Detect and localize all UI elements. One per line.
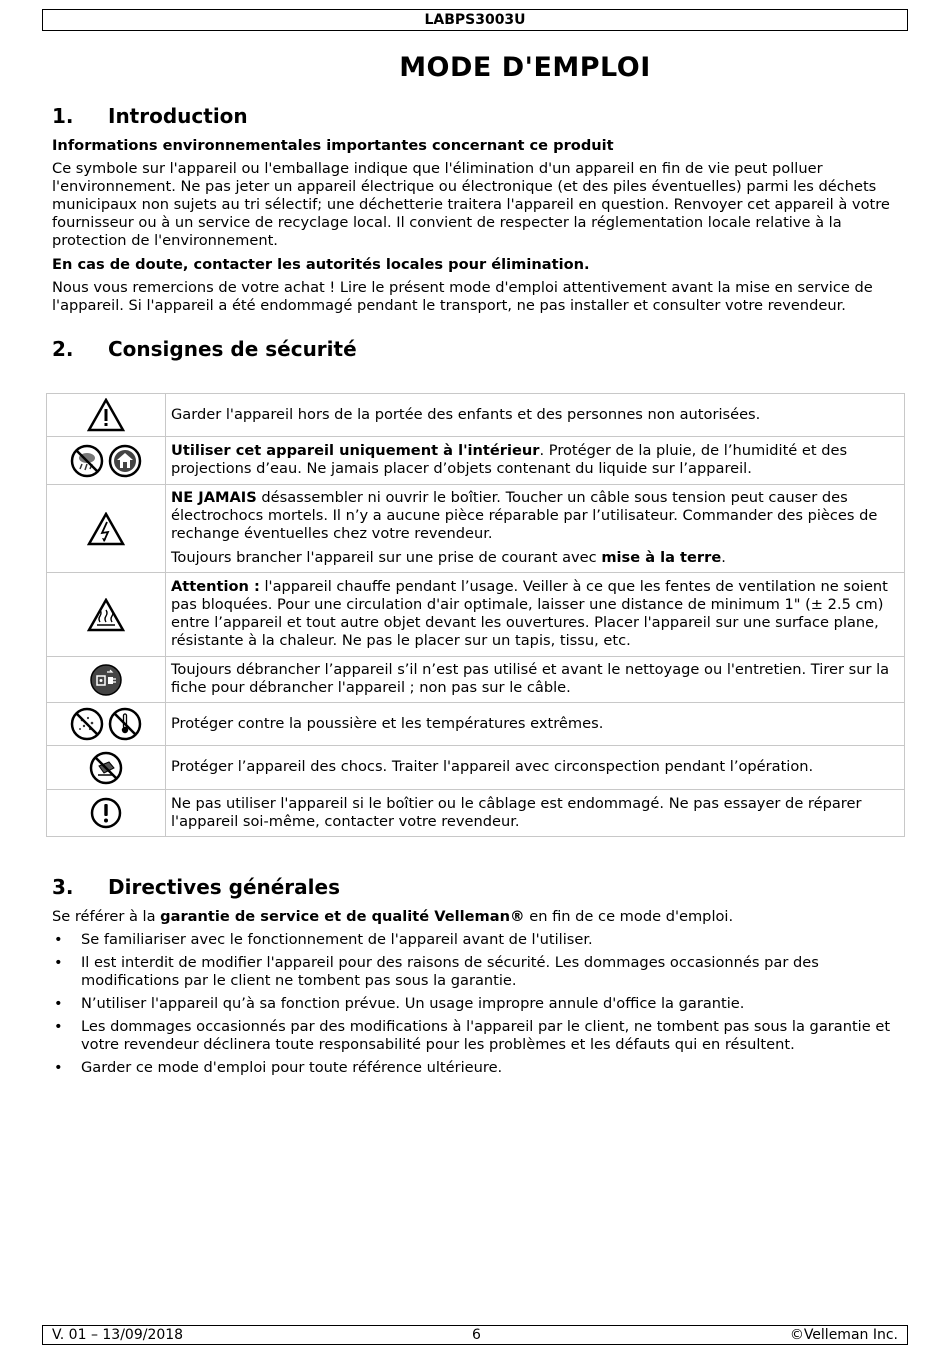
safety-icon-cell [47, 657, 166, 703]
safety-row [47, 790, 905, 837]
safety-icon-cell [47, 437, 166, 485]
no-dust-icon [70, 707, 104, 741]
safety-row [47, 703, 905, 746]
list-item: • Se familiariser avec le fonctionnement de l'appareil avant de l'utiliser. [52, 931, 904, 949]
safety-text-rest: . Protéger de la pluie, de l’humidité et des projections d’eau. Ne jamais placer d’objets contenant du liquide sur l’appareil. [171, 442, 848, 477]
safety-text: Protéger contre la poussière et les températures extrêmes. [171, 714, 604, 732]
safety-text-cell [166, 657, 905, 703]
section-number: 1. [52, 104, 74, 128]
section-1-paragraph-1: Ce symbole sur l'appareil ou l'emballage indique que l'élimination d'un appareil en fin de vie peut polluer l'environnement. Ne pas jeter un appareil électrique ou électronique (et des piles éventuelles) parmi les déchets municipaux non sujets au tri sélectif; une déchetterie traitera l'appareil en question. Renvoyer cet appareil à votre fournisseur ou à un service de recyclage local. Il convient de respecter la réglementation locale relative à la protection de l'environnement. [52, 160, 890, 249]
no-rain-icon [70, 444, 104, 478]
safety-row [47, 485, 905, 573]
section-title: Introduction [108, 104, 248, 128]
unplug-icon [89, 663, 123, 697]
safety-text-extra-pre: Toujours brancher l'appareil sur une prise de courant avec [171, 549, 602, 566]
safety-icon-cell [47, 703, 166, 746]
safety-text [171, 489, 896, 543]
safety-text-cell [166, 746, 905, 790]
footer-version: V. 01 – 13/09/2018 [52, 1327, 184, 1343]
page-footer [42, 1325, 908, 1345]
no-extreme-temperature-icon [108, 707, 142, 741]
safety-text-cell [166, 573, 905, 657]
safety-text: Protéger l’appareil des chocs. Traiter l'appareil avec circonspection pendant l’opération. [171, 758, 814, 775]
list-item: • Garder ce mode d'emploi pour toute référence ultérieure. [52, 1059, 904, 1077]
section-number: 2. [52, 337, 74, 361]
safety-row [47, 573, 905, 657]
intro-bold-text: garantie de service et de qualité Velleman® [160, 908, 525, 925]
safety-icon-cell [47, 394, 166, 437]
document-title: MODE D'EMPLOI [399, 52, 651, 83]
safety-text-rest: désassembler ni ouvrir le boîtier. Toucher un câble sous tension peut causer des électrochocs mortels. Il n’y a aucune pièce réparable par l’utilisateur. Commander des pièces de rechange éventuelles chez votre revendeur. [171, 489, 878, 542]
page-header [42, 9, 908, 31]
list-item: • Il est interdit de modifier l'appareil pour des raisons de sécurité. Les dommages occasionnés par des modifications par le client ne tombent pas sous la garantie. [52, 954, 904, 990]
safety-row [47, 394, 905, 437]
exclamation-circle-icon [89, 796, 123, 830]
electric-shock-icon [87, 512, 125, 546]
safety-text-extra-bold: mise à la terre [601, 549, 722, 566]
safety-text-cell [166, 437, 905, 485]
safety-text: Toujours débrancher l’appareil s’il n’est pas utilisé et avant le nettoyage ou l'entretien. Tirer sur la fiche pour débrancher l'appareil ; non pas sur le câble. [171, 661, 890, 696]
safety-text-cell [166, 394, 905, 437]
safety-text-rest: l'appareil chauffe pendant l’usage. Veiller à ce que les fentes de ventilation ne soient pas bloquées. Pour une circulation d'air optimale, laisser une distance de minimum 1" (± 2.5 cm) entre l’appareil et tout autre objet devant les ouvertures. Placer l'appareil sur une surface plane, résistante à la chaleur. Ne pas le placer sur un tapis, tissu, etc. [171, 578, 888, 649]
section-1-paragraph-2: En cas de doute, contacter les autorités locales pour élimination. [52, 256, 590, 273]
safety-row [47, 657, 905, 703]
safety-row [47, 437, 905, 485]
safety-icon-cell [47, 746, 166, 790]
safety-table [46, 393, 905, 837]
section-title: Consignes de sécurité [108, 337, 357, 361]
safety-text-extra-post: . [721, 549, 726, 566]
model-number: LABPS3003U [424, 12, 526, 28]
intro-text-end: en fin de ce mode d'emploi. [524, 908, 734, 925]
footer-page-number: 6 [472, 1327, 481, 1343]
list-item: • N’utiliser l'appareil qu’à sa fonction prévue. Un usage impropre annule d'office la garantie. [52, 995, 904, 1013]
section-1-subtitle: Informations environnementales importantes concernant ce produit [52, 137, 614, 154]
section-3-heading [52, 875, 340, 899]
safety-row [47, 746, 905, 790]
safety-text-bold: Attention : [171, 578, 260, 595]
hot-surface-icon [87, 598, 125, 632]
section-1-paragraph-3: Nous vous remercions de votre achat ! Lire le présent mode d'emploi attentivement avant la mise en service de l'appareil. Si l'appareil a été endommagé pendant le transport, ne pas installer et consulter votre revendeur. [52, 279, 873, 314]
safety-icon-cell [47, 485, 166, 573]
footer-copyright: ©Velleman Inc. [789, 1327, 898, 1343]
section-1-heading [52, 104, 248, 128]
safety-icon-cell [47, 573, 166, 657]
warning-triangle-icon [87, 398, 125, 432]
indoor-use-icon [108, 444, 142, 478]
safety-text: Ne pas utiliser l'appareil si le boîtier ou le câblage est endommagé. Ne pas essayer de réparer l'appareil soi-même, contacter votre revendeur. [171, 794, 862, 830]
section-number: 3. [52, 875, 74, 899]
safety-text-cell [166, 790, 905, 837]
section-3-intro [52, 908, 904, 926]
safety-text [171, 578, 896, 650]
safety-text [171, 442, 896, 478]
safety-text-cell [166, 703, 905, 746]
safety-text-cell [166, 485, 905, 573]
safety-text-extra [171, 549, 896, 567]
safety-text: Garder l'appareil hors de la portée des enfants et des personnes non autorisées. [171, 405, 761, 423]
intro-text: Se référer à la [52, 908, 161, 925]
guidelines-list [52, 931, 904, 1082]
list-item: • Les dommages occasionnés par des modifications à l'appareil par le client, ne tombent pas sous la garantie et votre revendeur déclinera toute responsabilité pour les problèmes et les défauts qui en résultent. [52, 1018, 904, 1054]
no-shock-icon [89, 751, 123, 785]
section-2-heading [52, 337, 357, 361]
safety-text-bold: NE JAMAIS [171, 489, 257, 506]
safety-icon-cell [47, 790, 166, 837]
safety-text-bold: Utiliser cet appareil uniquement à l'intérieur [171, 442, 540, 459]
section-title: Directives générales [108, 875, 340, 899]
